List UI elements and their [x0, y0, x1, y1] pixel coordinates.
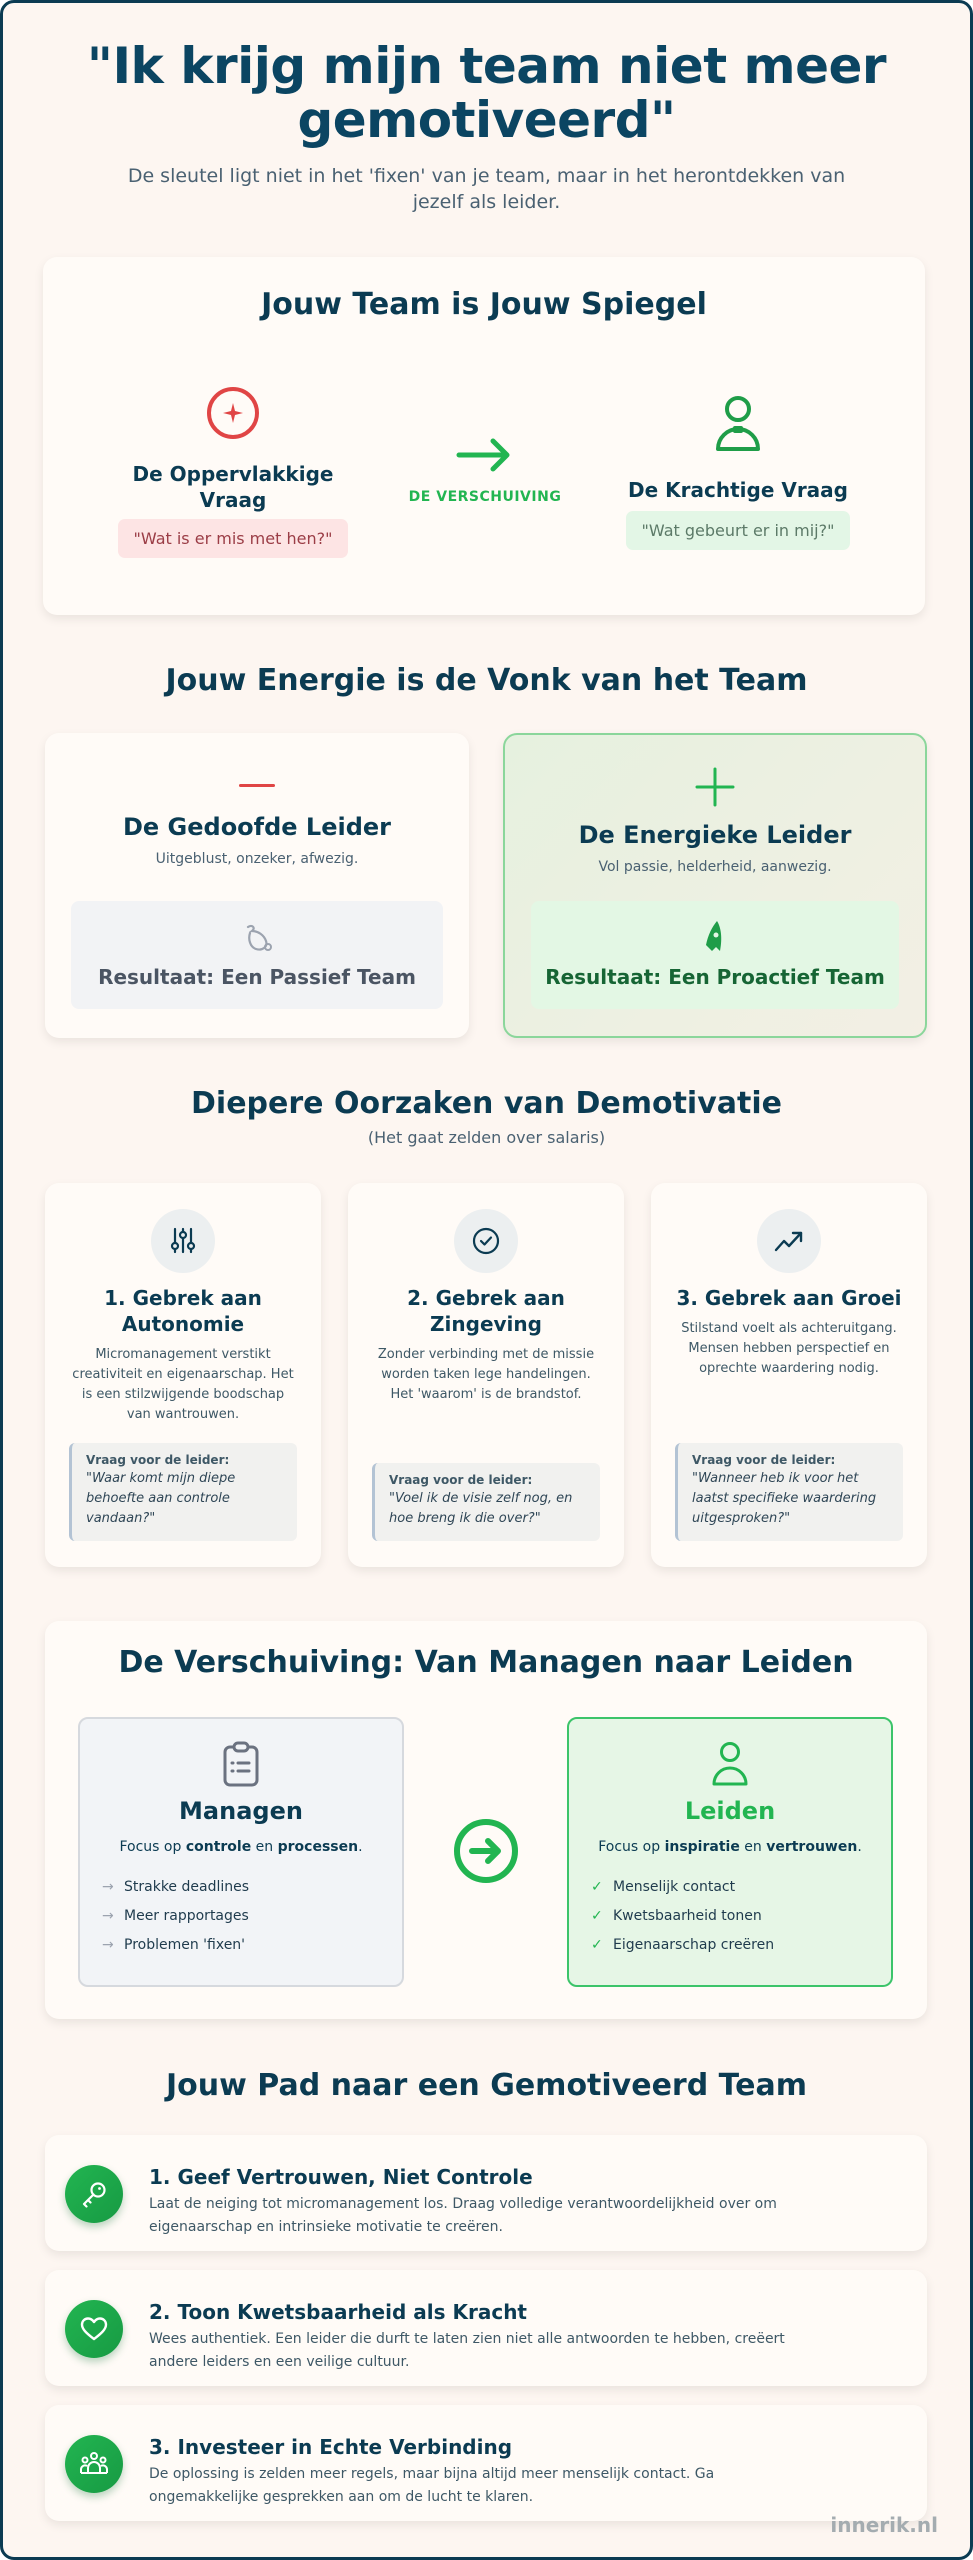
hero	[3, 3, 970, 215]
extinguished-leader-card	[45, 733, 469, 1038]
cause-description: Zonder verbinding met de missie worden taken lege handelingen. Het 'waarom' is de brandstof.	[377, 1347, 595, 1402]
arrow-right-icon: →	[102, 1908, 114, 1924]
path-step-vulnerability	[45, 2270, 927, 2386]
path-step-text: Laat de neiging tot micromanagement los. Draag volledige verantwoordelijkheid over om eigenaarschap en intrinsieke motivatie te creëren.	[149, 2196, 777, 2235]
managing-focus: Focus op controle en processen.	[119, 1839, 363, 1855]
leader-question-text: "Wanneer heb ik voor het laatst specifieke waardering uitgesproken?"	[692, 1471, 877, 1526]
arrow-right-icon: →	[102, 1937, 114, 1953]
list-item: ✓ Menselijk contact	[591, 1873, 891, 1902]
arrow-right-icon	[455, 435, 515, 475]
heart-icon	[80, 2316, 108, 2342]
page-subtitle: De sleutel ligt niet in het 'fixen' van je team, maar in het herontdekken van jezelf als leider.	[127, 165, 846, 213]
extinguished-leader-sub: Uitgeblust, onzeker, afwezig.	[155, 851, 359, 867]
energetic-leader-heading: De Energieke Leider	[578, 821, 852, 849]
users-icon-badge	[65, 2435, 123, 2493]
superficial-heading: De Oppervlakkige Vraag	[132, 462, 334, 512]
energetic-leader-sub: Vol passie, helderheid, aanwezig.	[598, 859, 832, 875]
superficial-question	[113, 385, 353, 558]
leader-question-text: "Voel ik de visie zelf nog, en hoe breng ik die over?"	[389, 1491, 573, 1526]
shift-indicator	[405, 435, 565, 505]
cause-card-autonomy	[45, 1183, 321, 1567]
shift-section	[45, 1621, 927, 2019]
snail-icon	[240, 921, 274, 955]
user-icon	[710, 1741, 750, 1787]
sliders-icon-badge	[151, 1209, 215, 1273]
leader-question-label: Vraag voor de leider:	[389, 1473, 533, 1487]
superficial-question-pill: "Wat is er mis met hen?"	[118, 519, 349, 558]
key-icon	[80, 2180, 108, 2208]
powerful-question	[613, 395, 863, 550]
path-title: Jouw Pad naar een Gemotiveerd Team	[166, 2068, 807, 2103]
trending-up-icon-badge	[757, 1209, 821, 1273]
path-step-connection	[45, 2405, 927, 2521]
trending-up-icon	[773, 1226, 805, 1256]
powerful-heading: De Krachtige Vraag	[628, 478, 848, 502]
path-step-text: Wees authentiek. Een leider die durft te laten zien niet alle antwoorden te hebben, creëert andere leiders en een veilige cultuur.	[149, 2331, 785, 2370]
path-step-heading: 1. Geef Vertrouwen, Niet Controle	[149, 2165, 533, 2189]
cause-description: Micromanagement verstikt creativiteit en eigenaarschap. Het is een stilzwijgende boodschap van wantrouwen.	[72, 1347, 294, 1422]
cause-card-meaning	[348, 1183, 624, 1567]
path-step-text: De oplossing is zelden meer regels, maar bijna altijd meer menselijk contact. Ga ongemakkelijke gesprekken aan om de lucht te klaren.	[149, 2466, 715, 2505]
leading-list	[591, 1873, 891, 1960]
passive-team-result	[71, 901, 443, 1009]
cause-heading: 1. Gebrek aan Autonomie	[104, 1286, 262, 1336]
proactive-team-label: Resultaat: Een Proactief Team	[545, 965, 885, 989]
cause-heading: 3. Gebrek aan Groei	[676, 1286, 902, 1310]
check-circle-icon-badge	[454, 1209, 518, 1273]
passive-team-label: Resultaat: Een Passief Team	[98, 965, 416, 989]
plus-icon	[695, 767, 735, 807]
rocket-icon	[700, 919, 730, 955]
sliders-icon	[168, 1226, 198, 1256]
leader-question-label: Vraag voor de leider:	[692, 1453, 836, 1467]
managing-card	[78, 1717, 404, 1987]
shift-label: DE VERSCHUIVING	[408, 489, 562, 505]
users-icon	[79, 2451, 109, 2477]
cause-heading: 2. Gebrek aan Zingeving	[407, 1286, 565, 1336]
heart-icon-badge	[65, 2300, 123, 2358]
clipboard-icon	[221, 1741, 261, 1787]
check-icon: ✓	[591, 1908, 603, 1924]
path-step-trust	[45, 2135, 927, 2251]
minus-icon	[237, 781, 277, 791]
mirror-title: Jouw Team is Jouw Spiegel	[261, 287, 707, 322]
shift-title: De Verschuiving: Van Managen naar Leiden	[118, 1645, 854, 1680]
list-item: ✓ Kwetsbaarheid tonen	[591, 1902, 891, 1931]
user-icon	[714, 395, 762, 453]
list-item: → Strakke deadlines	[102, 1873, 402, 1902]
path-step-heading: 3. Investeer in Echte Verbinding	[149, 2435, 513, 2459]
powerful-question-pill: "Wat gebeurt er in mij?"	[626, 511, 851, 550]
leading-focus: Focus op inspiratie en vertrouwen.	[598, 1839, 862, 1855]
path-step-heading: 2. Toon Kwetsbaarheid als Kracht	[149, 2300, 527, 2324]
mirror-section	[43, 257, 925, 615]
proactive-team-result	[531, 901, 899, 1009]
energy-title: Jouw Energie is de Vonk van het Team	[165, 663, 808, 698]
causes-subtitle: (Het gaat zelden over salaris)	[367, 1128, 606, 1147]
leader-question-box	[69, 1443, 297, 1541]
leader-question-text: "Waar komt mijn diepe behoefte aan controle vandaan?"	[86, 1471, 236, 1526]
leader-question-box	[675, 1443, 903, 1541]
managing-list	[102, 1873, 402, 1960]
leader-question-label: Vraag voor de leider:	[86, 1453, 230, 1467]
crosshair-icon	[205, 385, 261, 441]
causes-title: Diepere Oorzaken van Demotivatie	[191, 1086, 782, 1121]
managing-heading: Managen	[179, 1797, 303, 1825]
extinguished-leader-heading: De Gedoofde Leider	[122, 813, 392, 841]
cause-card-growth	[651, 1183, 927, 1567]
key-icon-badge	[65, 2165, 123, 2223]
leading-heading: Leiden	[684, 1797, 776, 1825]
list-item: → Problemen 'fixen'	[102, 1931, 402, 1960]
list-item: ✓ Eigenaarschap creëren	[591, 1931, 891, 1960]
brand-watermark: innerik.nl	[830, 2513, 938, 2537]
check-circle-icon	[471, 1226, 501, 1256]
leading-card	[567, 1717, 893, 1987]
energetic-leader-card	[503, 733, 927, 1038]
leader-question-box	[372, 1463, 600, 1541]
arrow-right-icon: →	[102, 1879, 114, 1895]
check-icon: ✓	[591, 1879, 603, 1895]
page-title: "Ik krijg mijn team niet meer gemotiveerd"	[86, 37, 887, 149]
check-icon: ✓	[591, 1937, 603, 1953]
cause-description: Stilstand voelt als achteruitgang. Mensen hebben perspectief en oprechte waardering nodig.	[681, 1321, 897, 1376]
arrow-circle-right-icon	[452, 1817, 520, 1885]
list-item: → Meer rapportages	[102, 1902, 402, 1931]
